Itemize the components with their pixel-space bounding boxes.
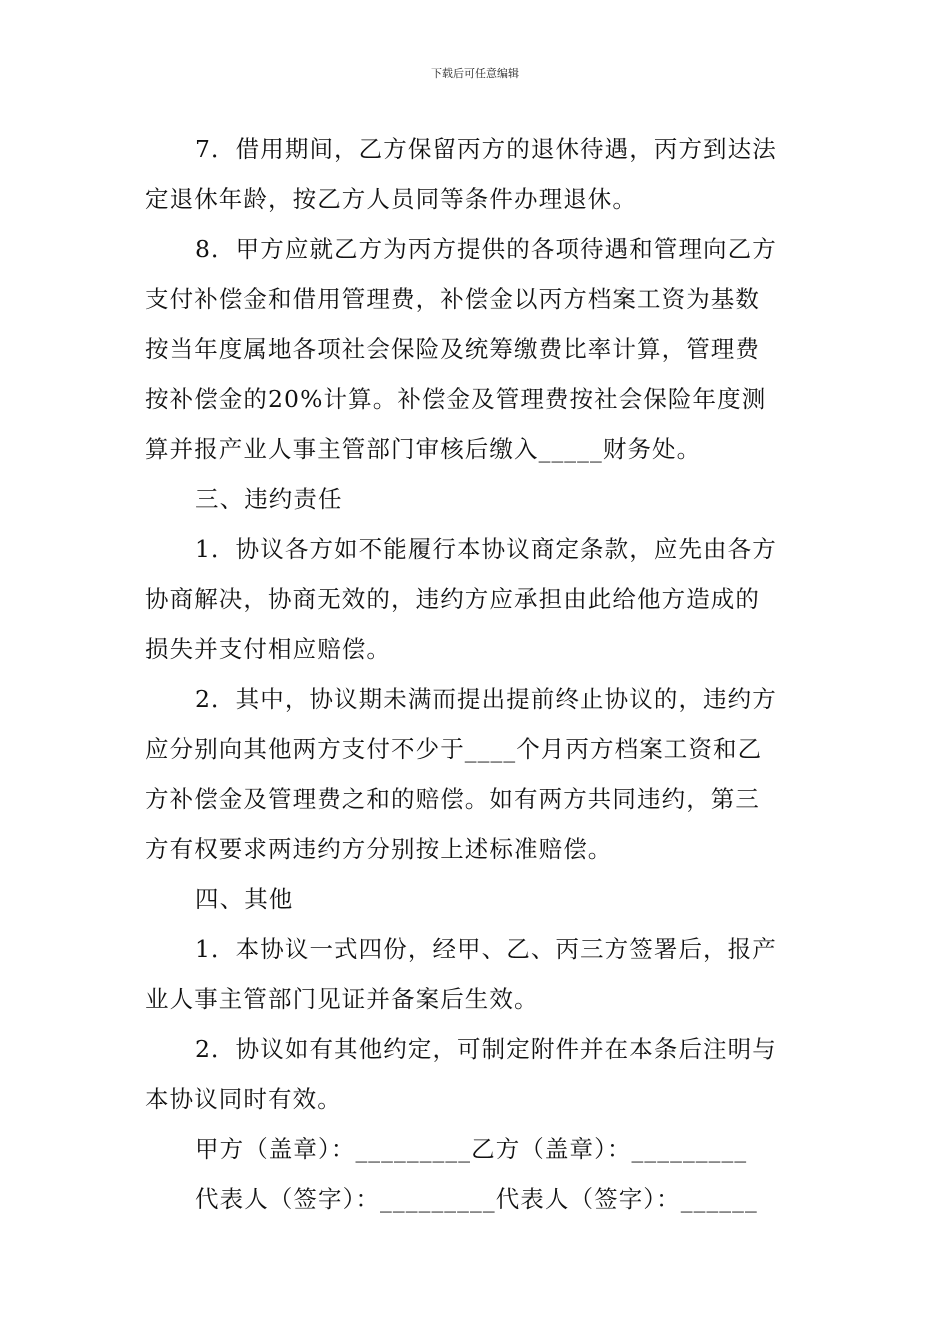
document-line: 8．甲方应就乙方为丙方提供的各项待遇和管理向乙方 <box>195 235 777 263</box>
document-line: 1．本协议一式四份，经甲、乙、丙三方签署后，报产 <box>195 935 777 963</box>
document-line: 方有权要求两违约方分别按上述标准赔偿。 <box>145 835 613 863</box>
document-line: 7．借用期间，乙方保留丙方的退休待遇，丙方到达法 <box>195 135 777 163</box>
document-line: 代表人（签字）：_________代表人（签字）：______ <box>195 1185 758 1213</box>
document-line: 算并报产业人事主管部门审核后缴入_____财务处。 <box>145 435 702 463</box>
document-line: 本协议同时有效。 <box>145 1085 342 1113</box>
document-line: 定退休年龄，按乙方人员同等条件办理退休。 <box>145 185 637 213</box>
document-line: 方补偿金及管理费之和的赔偿。如有两方共同违约，第三 <box>145 785 760 813</box>
document-line: 应分别向其他两方支付不少于____个月丙方档案工资和乙 <box>145 735 763 763</box>
document-line: 2．其中，协议期未满而提出提前终止协议的，违约方 <box>195 685 777 713</box>
document-line: 三、违约责任 <box>195 485 343 513</box>
document-body <box>145 124 807 1224</box>
document-line: 损失并支付相应赔偿。 <box>145 635 391 663</box>
document-line: 2．协议如有其他约定，可制定附件并在本条后注明与 <box>195 1035 777 1063</box>
page-header: 下载后可任意编辑 <box>431 67 519 80</box>
document-line: 按当年度属地各项社会保险及统筹缴费比率计算，管理费 <box>145 335 760 363</box>
document-line: 支付补偿金和借用管理费，补偿金以丙方档案工资为基数 <box>145 285 760 313</box>
document-line: 协商解决，协商无效的，违约方应承担由此给他方造成的 <box>145 585 760 613</box>
document-line: 业人事主管部门见证并备案后生效。 <box>145 985 539 1013</box>
document-line: 四、其他 <box>195 885 294 913</box>
document-line: 1．协议各方如不能履行本协议商定条款，应先由各方 <box>195 535 777 563</box>
document-line: 按补偿金的20%计算。补偿金及管理费按社会保险年度测 <box>145 385 767 413</box>
document-line: 甲方（盖章）：_________乙方（盖章）：_________ <box>195 1135 748 1163</box>
